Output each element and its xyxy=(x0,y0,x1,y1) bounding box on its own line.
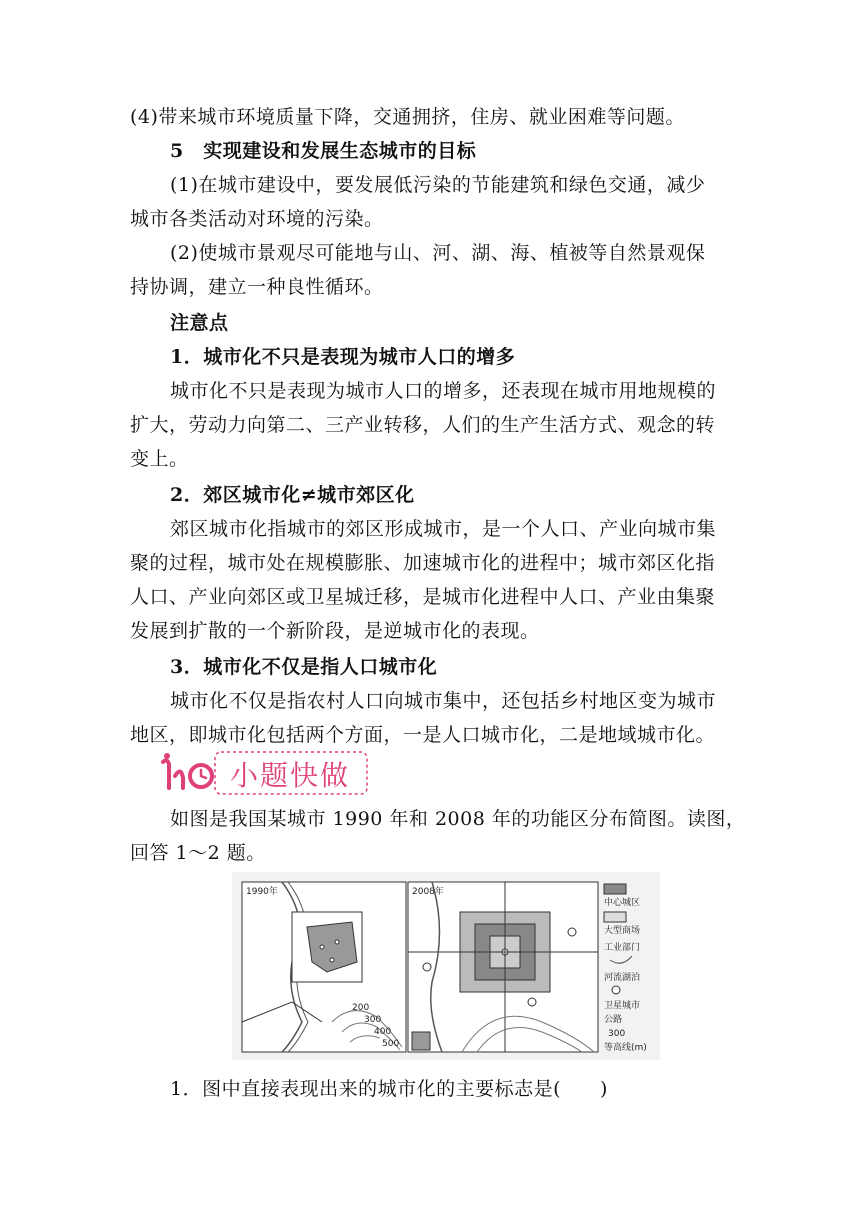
note-1-line-2: 扩大，劳动力向第二、三产业转移，人们的生产生活方式、观念的转 xyxy=(130,414,716,436)
quiz-logo-icon xyxy=(163,753,212,788)
text-line-1: (4)带来城市环境质量下降，交通拥挤，住房、就业困难等问题。 xyxy=(130,106,685,128)
note-1-line-1: 城市化不只是表现为城市人口的增多，还表现在城市用地规模的 xyxy=(170,380,717,402)
city-function-map-figure xyxy=(232,872,660,1060)
legend-river-lake: 河流湖泊 xyxy=(604,973,641,983)
note-3-line-1: 城市化不仅是指农村人口向城市集中，还包括乡村地区变为城市 xyxy=(170,690,717,712)
note-1-line-3: 变上。 xyxy=(130,448,189,470)
note-2-line-4: 发展到扩散的一个新阶段，是逆城市化的表现。 xyxy=(130,620,540,642)
notes-heading: 注意点 xyxy=(170,312,229,334)
text-line-3: (1)在城市建设中，要发展低污染的节能建筑和绿色交通，减少 xyxy=(170,174,706,196)
note-3-line-2: 地区，即城市化包括两个方面，一是人口城市化，二是地域城市化。 xyxy=(130,724,716,746)
panel-1990-label: 1990年 xyxy=(246,887,278,897)
city-function-map xyxy=(232,872,660,1060)
note-2-heading: 2．郊区城市化≠城市郊区化 xyxy=(170,484,415,506)
quiz-banner-title: 小题快做 xyxy=(230,759,351,792)
legend-satellite-city: 卫星城市 xyxy=(604,1001,641,1011)
legend-contour-value: 300 xyxy=(608,1029,626,1039)
contour-label-2: 300 xyxy=(364,1015,382,1025)
note-2-line-1: 郊区城市化指城市的郊区形成城市，是一个人口、产业向城市集 xyxy=(170,518,717,540)
note-3-heading: 3．城市化不仅是指人口城市化 xyxy=(170,656,438,678)
contour-label-3: 400 xyxy=(374,1027,392,1037)
text-line-6: 持协调，建立一种良性循环。 xyxy=(130,276,384,298)
question-1: 1．图中直接表现出来的城市化的主要标志是( ) xyxy=(170,1078,608,1100)
note-1-heading: 1．城市化不只是表现为城市人口的增多 xyxy=(170,346,516,368)
legend-central-city: 中心城区 xyxy=(604,898,641,908)
legend-road: 公路 xyxy=(604,1015,623,1025)
text-line-5: (2)使城市景观尽可能地与山、河、湖、海、植被等自然景观保 xyxy=(170,242,706,264)
legend-contour: 等高线(m) xyxy=(604,1043,647,1053)
legend-industry: 工业部门 xyxy=(604,943,641,953)
question-intro-line-1: 如图是我国某城市 1990 年和 2008 年的功能区分布简图。读图， xyxy=(170,808,746,830)
text-line-4: 城市各类活动对环境的污染。 xyxy=(130,208,384,230)
section-heading-5: 5 实现建设和发展生态城市的目标 xyxy=(170,140,477,162)
question-intro-line-2: 回答 1～2 题。 xyxy=(130,842,266,864)
contour-label-1: 200 xyxy=(352,1003,370,1013)
panel-2008-label: 2008年 xyxy=(412,887,444,897)
map-panel-2008 xyxy=(408,882,598,1052)
quick-quiz-banner xyxy=(155,748,375,800)
note-2-line-2: 聚的过程，城市处在规模膨胀、加速城市化的进程中；城市郊区化指 xyxy=(130,552,716,574)
note-2-line-3: 人口、产业向郊区或卫星城迁移，是城市化进程中人口、产业由集聚 xyxy=(130,586,716,608)
legend-mall: 大型商场 xyxy=(604,926,641,936)
contour-label-4: 500 xyxy=(382,1039,400,1049)
